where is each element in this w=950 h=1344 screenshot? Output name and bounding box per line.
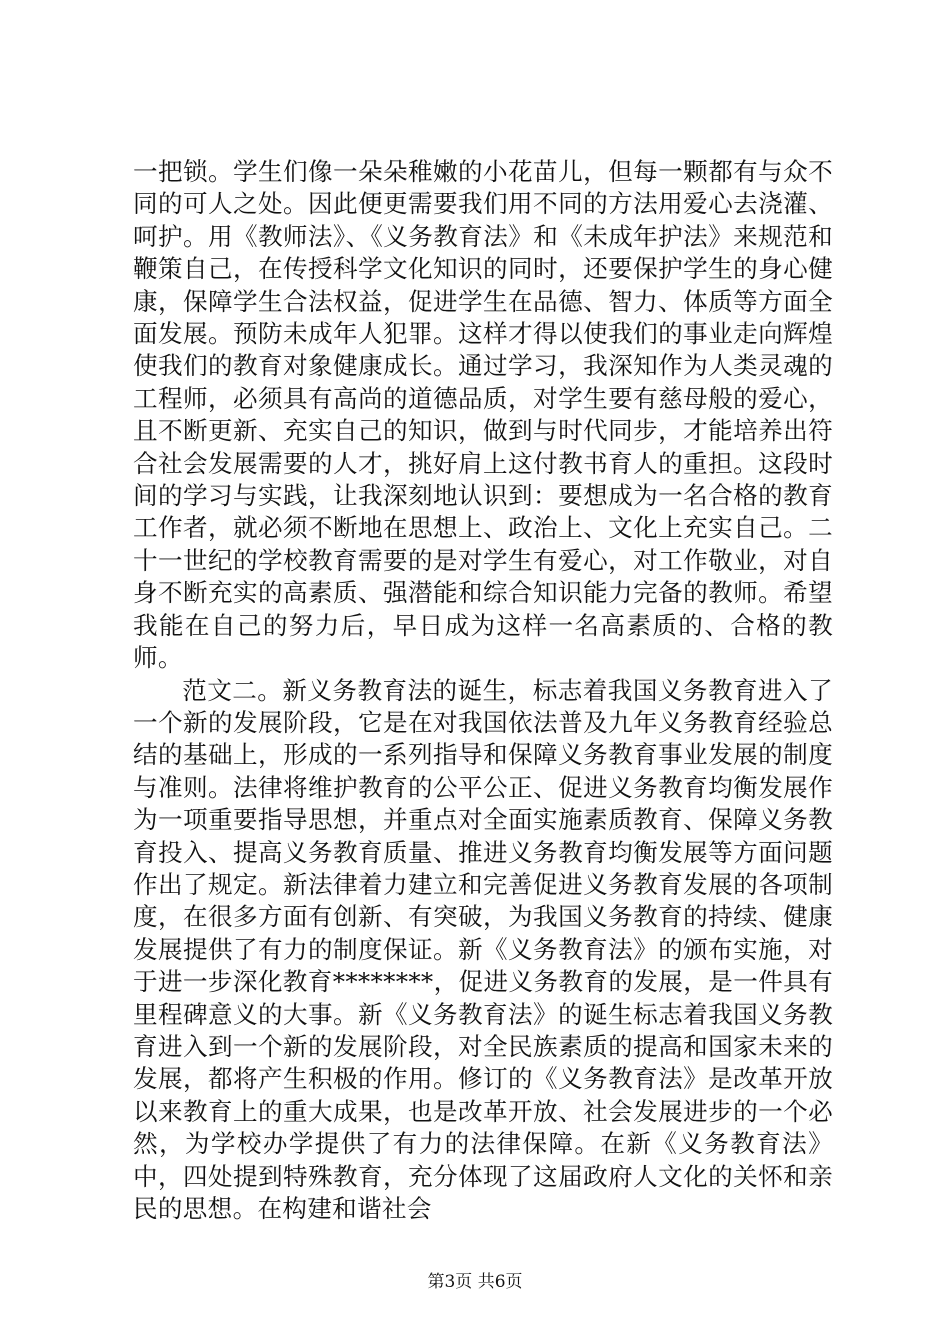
paragraph-continuation: 一把锁。学生们像一朵朵稚嫩的小花苗儿，但每一颗都有与众不同的可人之处。因此便更需要我们用不同的方法用爱心去浇灌、呵护。用《教师法》、《义务教育法》和《未成年护法》来规范和鞭策自己，在传授科学文化知识的同时，还要保护学生的身心健康，保障学生合法权益，促进学生在品德、智力、体质等方面全面发展。预防未成年人犯罪。这样才得以使我们的事业走向辉煌使我们的教育对象健康成长。通过学习，我深知作为人类灵魂的工程师，必须具有高尚的道德品质，对学生要有慈母般的爱心，且不断更新、充实自己的知识，做到与时代同步，才能培养出符合社会发展需要的人才，挑好肩上这付教书育人的重担。这段时间的学习与实践，让我深刻地认识到：要想成为一名合格的教育工作者，就必须不断地在思想上、政治上、文化上充实自己。二十一世纪的学校教育需要的是对学生有爱心，对工作敬业，对自身不断充实的高素质、强潜能和综合知识能力完备的教师。希望我能在自己的努力后，早日成为这样一名高素质的、合格的教师。	[133, 157, 833, 673]
document-body	[133, 156, 833, 1225]
page-number-footer: 第3页 共6页	[427, 1272, 523, 1292]
paragraph-sample-two: 范文二。新义务教育法的诞生，标志着我国义务教育进入了一个新的发展阶段，它是在对我国依法普及九年义务教育经验总结的基础上，形成的一系列指导和保障义务教育事业发展的制度与准则。法律将维护教育的公平公正、促进义务教育均衡发展作为一项重要指导思想，并重点对全面实施素质教育、保障义务教育投入、提高义务教育质量、推进义务教育均衡发展等方面问题作出了规定。新法律着力建立和完善促进义务教育发展的各项制度，在很多方面有创新、有突破，为我国义务教育的持续、健康发展提供了有力的制度保证。新《义务教育法》的颁布实施，对于进一步深化教育********，促进义务教育的发展，是一件具有里程碑意义的大事。新《义务教育法》的诞生标志着我国义务教育进入到一个新的发展阶段，对全民族素质的提高和国家未来的发展，都将产生积极的作用。修订的《义务教育法》是改革开放以来教育上的重大成果，也是改革开放、社会发展进步的一个必然，为学校办学提供了有力的法律保障。在新《义务教育法》中，四处提到特殊教育，充分体现了这届政府人文化的关怀和亲民的思想。在构建和谐社会	[133, 675, 833, 1223]
